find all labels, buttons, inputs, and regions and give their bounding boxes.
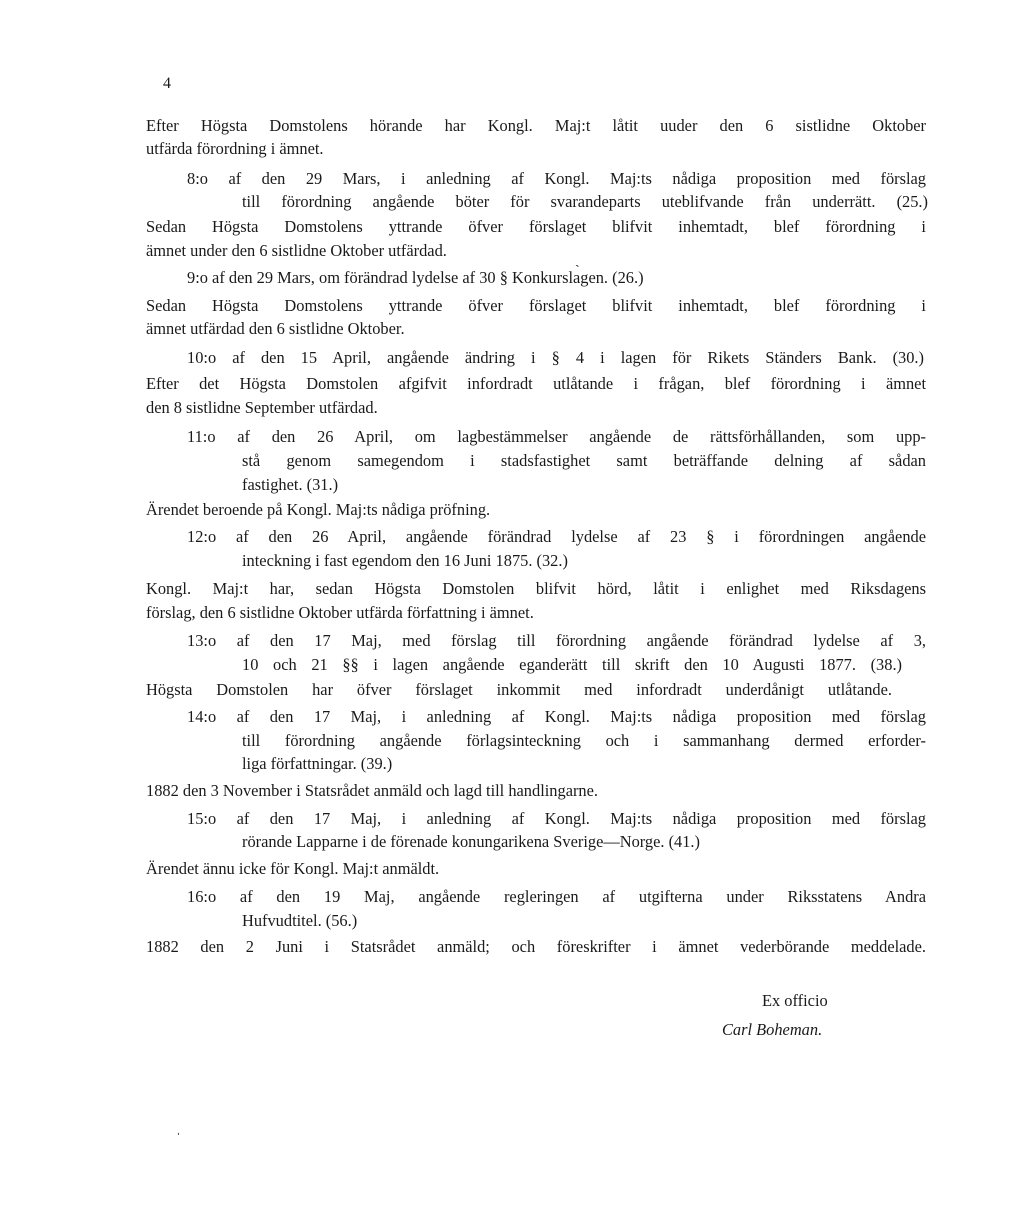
text-line: utfärda förordning i ämnet. xyxy=(146,139,324,158)
text-line: 16:o af den 19 Maj, angående regleringen af utgifterna under Riksstatens Andra xyxy=(187,887,926,906)
text-line: Kongl. Maj:t har, sedan Högsta Domstolen blifvit hörd, låtit i enlighet med Riksdagens xyxy=(146,579,926,598)
page-number: 4 xyxy=(163,75,171,92)
text-line: stå genom samegendom i stadsfastighet samt beträffande delning af sådan xyxy=(242,451,926,470)
text-line: 10 och 21 §§ i lagen angående eganderätt till skrift den 10 Augusti 1877. (38.) xyxy=(242,655,902,674)
print-speck: ˌ xyxy=(176,1121,181,1136)
text-line: 8:o af den 29 Mars, i anledning af Kongl. Maj:ts nådiga proposition med förslag xyxy=(187,169,926,188)
print-speck: ˏ xyxy=(575,253,580,268)
text-line: rörande Lapparne i de förenade konungarikena Sverige—Norge. (41.) xyxy=(242,832,700,851)
text-line: Efter Högsta Domstolens hörande har Kongl. Maj:t låtit uuder den 6 sistlidne Oktober xyxy=(146,116,926,135)
text-line: 14:o af den 17 Maj, i anledning af Kongl. Maj:ts nådiga proposition med förslag xyxy=(187,707,926,726)
text-line: 11:o af den 26 April, om lagbestämmelser angående de rättsförhållanden, som upp- xyxy=(187,427,926,446)
text-line: Sedan Högsta Domstolens yttrande öfver förslaget blifvit inhemtadt, blef förordning i xyxy=(146,296,926,315)
text-line: 13:o af den 17 Maj, med förslag till förordning angående förändrad lydelse af 3, xyxy=(187,631,926,650)
text-line: den 8 sistlidne September utfärdad. xyxy=(146,398,378,417)
text-line: ämnet utfärdad den 6 sistlidne Oktober. xyxy=(146,319,405,338)
text-line: 10:o af den 15 April, angående ändring i § 4 i lagen för Rikets Ständers Bank. (30.) xyxy=(187,348,924,367)
text-line: 12:o af den 26 April, angående förändrad lydelse af 23 § i förordningen angående xyxy=(187,527,926,546)
text-line: till förordning angående förlagsinteckning och i sammanhang dermed erforder- xyxy=(242,731,926,750)
text-line: Hufvudtitel. (56.) xyxy=(242,911,358,930)
text-line: Efter det Högsta Domstolen afgifvit infordradt utlåtande i frågan, blef förordning i ämnet xyxy=(146,374,926,393)
text-line: Ärendet beroende på Kongl. Maj:ts nådiga pröfning. xyxy=(146,500,491,519)
text-line: ämnet under den 6 sistlidne Oktober utfärdad. xyxy=(146,241,447,260)
signature-title: Ex officio xyxy=(762,991,828,1010)
text-line: Sedan Högsta Domstolens yttrande öfver förslaget blifvit inhemtadt, blef förordning i xyxy=(146,217,926,236)
text-line: 9:o af den 29 Mars, om förändrad lydelse af 30 § Konkurslagen. (26.) xyxy=(187,268,644,287)
text-line: förslag, den 6 sistlidne Oktober utfärda författning i ämnet. xyxy=(146,603,534,622)
text-line: 1882 den 3 November i Statsrådet anmäld och lagd till handlingarne. xyxy=(146,781,598,800)
text-line: Ärendet ännu icke för Kongl. Maj:t anmäldt. xyxy=(146,859,440,878)
text-line: till förordning angående böter för svarandeparts uteblifvande från underrätt. (25.) xyxy=(242,192,928,211)
text-line: 15:o af den 17 Maj, i anledning af Kongl. Maj:ts nådiga proposition med förslag xyxy=(187,809,926,828)
text-line: liga författningar. (39.) xyxy=(242,754,393,773)
text-line: inteckning i fast egendom den 16 Juni 1875. (32.) xyxy=(242,551,568,570)
signature-name: Carl Boheman. xyxy=(722,1020,823,1039)
text-line: fastighet. (31.) xyxy=(242,475,339,494)
text-line: Högsta Domstolen har öfver förslaget inkommit med infordradt underdånigt utlåtande. xyxy=(146,680,892,699)
text-line: 1882 den 2 Juni i Statsrådet anmäld; och föreskrifter i ämnet vederbörande meddelade. xyxy=(146,937,926,956)
